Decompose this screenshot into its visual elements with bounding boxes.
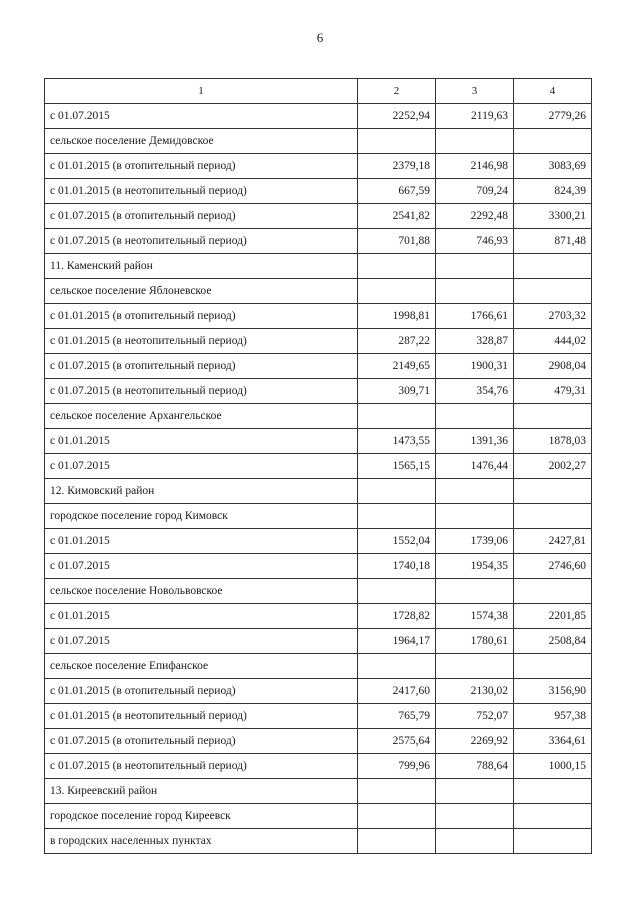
value-cell: 2575,64 [358,729,436,754]
row-label-cell: городское поселение город Киреевск [45,804,358,829]
table-row [45,579,592,604]
row-label-cell: с 01.07.2015 [45,454,358,479]
value-cell: 2908,04 [514,354,592,379]
value-cell [436,279,514,304]
value-cell [436,779,514,804]
row-label-cell: с 01.01.2015 [45,529,358,554]
value-cell: 765,79 [358,704,436,729]
value-cell: 667,59 [358,179,436,204]
value-cell: 2252,94 [358,104,436,129]
table-row [45,504,592,529]
table-row [45,329,592,354]
value-cell [358,279,436,304]
column-header: 3 [436,79,514,104]
column-header: 1 [45,79,358,104]
value-cell [514,404,592,429]
row-label-cell: с 01.01.2015 (в отопительный период) [45,304,358,329]
table-row [45,704,592,729]
row-label-cell: с 01.07.2015 [45,554,358,579]
column-header: 4 [514,79,592,104]
table-row [45,279,592,304]
value-cell [514,504,592,529]
row-label-cell: городское поселение город Кимовск [45,504,358,529]
value-cell [436,654,514,679]
value-cell [358,254,436,279]
value-cell: 3083,69 [514,154,592,179]
value-cell: 871,48 [514,229,592,254]
value-cell: 3156,90 [514,679,592,704]
value-cell: 3300,21 [514,204,592,229]
table-row [45,129,592,154]
value-cell: 1739,06 [436,529,514,554]
value-cell: 2146,98 [436,154,514,179]
value-cell: 2417,60 [358,679,436,704]
value-cell [436,404,514,429]
value-cell [436,479,514,504]
row-label-cell: 13. Киреевский район [45,779,358,804]
value-cell: 1728,82 [358,604,436,629]
row-label-cell: сельское поселение Епифанское [45,654,358,679]
value-cell: 824,39 [514,179,592,204]
value-cell: 444,02 [514,329,592,354]
row-label-cell: с 01.07.2015 [45,104,358,129]
table-row [45,779,592,804]
value-cell: 1954,35 [436,554,514,579]
table-row [45,529,592,554]
table-row [45,454,592,479]
value-cell: 2779,26 [514,104,592,129]
value-cell: 287,22 [358,329,436,354]
value-cell: 1998,81 [358,304,436,329]
value-cell [436,829,514,854]
value-cell: 957,38 [514,704,592,729]
table-row [45,804,592,829]
value-cell: 1900,31 [436,354,514,379]
table-row [45,629,592,654]
row-label-cell: с 01.01.2015 (в отопительный период) [45,679,358,704]
value-cell: 2746,60 [514,554,592,579]
value-cell [358,129,436,154]
value-cell: 328,87 [436,329,514,354]
table-row [45,254,592,279]
value-cell: 1552,04 [358,529,436,554]
value-cell [436,579,514,604]
value-cell [514,779,592,804]
value-cell: 2002,27 [514,454,592,479]
value-cell: 1000,15 [514,754,592,779]
row-label-cell: 11. Каменский район [45,254,358,279]
value-cell [358,654,436,679]
value-cell [514,654,592,679]
value-cell [514,129,592,154]
table-row [45,429,592,454]
value-cell: 1766,61 [436,304,514,329]
value-cell: 2201,85 [514,604,592,629]
value-cell: 2508,84 [514,629,592,654]
table-body [45,104,592,854]
value-cell [358,479,436,504]
row-label-cell: с 01.01.2015 (в неотопительный период) [45,704,358,729]
value-cell: 1473,55 [358,429,436,454]
value-cell [358,829,436,854]
table-row [45,829,592,854]
value-cell: 2703,32 [514,304,592,329]
value-cell [514,279,592,304]
value-cell [436,504,514,529]
table-row [45,679,592,704]
table-row [45,154,592,179]
row-label-cell: с 01.01.2015 [45,429,358,454]
table-row [45,304,592,329]
row-label-cell: с 01.07.2015 (в неотопительный период) [45,379,358,404]
value-cell: 1391,36 [436,429,514,454]
value-cell: 1780,61 [436,629,514,654]
value-cell: 2292,48 [436,204,514,229]
value-cell: 1476,44 [436,454,514,479]
value-cell: 479,31 [514,379,592,404]
value-cell: 701,88 [358,229,436,254]
value-cell [436,254,514,279]
value-cell [436,804,514,829]
row-label-cell: с 01.01.2015 [45,604,358,629]
row-label-cell: сельское поселение Новольвовское [45,579,358,604]
row-label-cell: сельское поселение Архангельское [45,404,358,429]
value-cell [358,579,436,604]
value-cell: 709,24 [436,179,514,204]
column-header: 2 [358,79,436,104]
value-cell: 2149,65 [358,354,436,379]
value-cell: 3364,61 [514,729,592,754]
value-cell: 2541,82 [358,204,436,229]
row-label-cell: с 01.07.2015 (в отопительный период) [45,204,358,229]
table-header-row [45,79,592,104]
value-cell: 2119,63 [436,104,514,129]
table-row [45,404,592,429]
value-cell: 1964,17 [358,629,436,654]
value-cell: 1565,15 [358,454,436,479]
value-cell [514,254,592,279]
row-label-cell: 12. Кимовский район [45,479,358,504]
value-cell: 1740,18 [358,554,436,579]
value-cell [358,804,436,829]
table-row [45,104,592,129]
table-row [45,479,592,504]
page-number: 6 [316,30,324,45]
value-cell [514,579,592,604]
table-row [45,604,592,629]
value-cell: 788,64 [436,754,514,779]
table-row [45,354,592,379]
row-label-cell: в городских населенных пунктах [45,829,358,854]
value-cell: 2427,81 [514,529,592,554]
table-row [45,204,592,229]
row-label-cell: с 01.07.2015 (в неотопительный период) [45,754,358,779]
value-cell: 746,93 [436,229,514,254]
row-label-cell: с 01.07.2015 (в отопительный период) [45,729,358,754]
table-row [45,379,592,404]
value-cell: 799,96 [358,754,436,779]
row-label-cell: с 01.01.2015 (в отопительный период) [45,154,358,179]
value-cell [514,804,592,829]
tariff-table [44,78,592,854]
value-cell: 2269,92 [436,729,514,754]
value-cell [514,479,592,504]
value-cell [358,404,436,429]
value-cell: 1574,38 [436,604,514,629]
table-row [45,229,592,254]
value-cell: 2379,18 [358,154,436,179]
table-row [45,754,592,779]
value-cell [514,829,592,854]
value-cell [358,779,436,804]
row-label-cell: сельское поселение Яблоневское [45,279,358,304]
value-cell: 354,76 [436,379,514,404]
row-label-cell: с 01.01.2015 (в неотопительный период) [45,329,358,354]
value-cell [436,129,514,154]
table-row [45,729,592,754]
row-label-cell: с 01.01.2015 (в неотопительный период) [45,179,358,204]
row-label-cell: сельское поселение Демидовское [45,129,358,154]
value-cell: 1878,03 [514,429,592,454]
value-cell: 752,07 [436,704,514,729]
table-row [45,179,592,204]
row-label-cell: с 01.07.2015 (в неотопительный период) [45,229,358,254]
value-cell [358,504,436,529]
value-cell: 2130,02 [436,679,514,704]
row-label-cell: с 01.07.2015 (в отопительный период) [45,354,358,379]
table-row [45,554,592,579]
table-row [45,654,592,679]
value-cell: 309,71 [358,379,436,404]
row-label-cell: с 01.07.2015 [45,629,358,654]
